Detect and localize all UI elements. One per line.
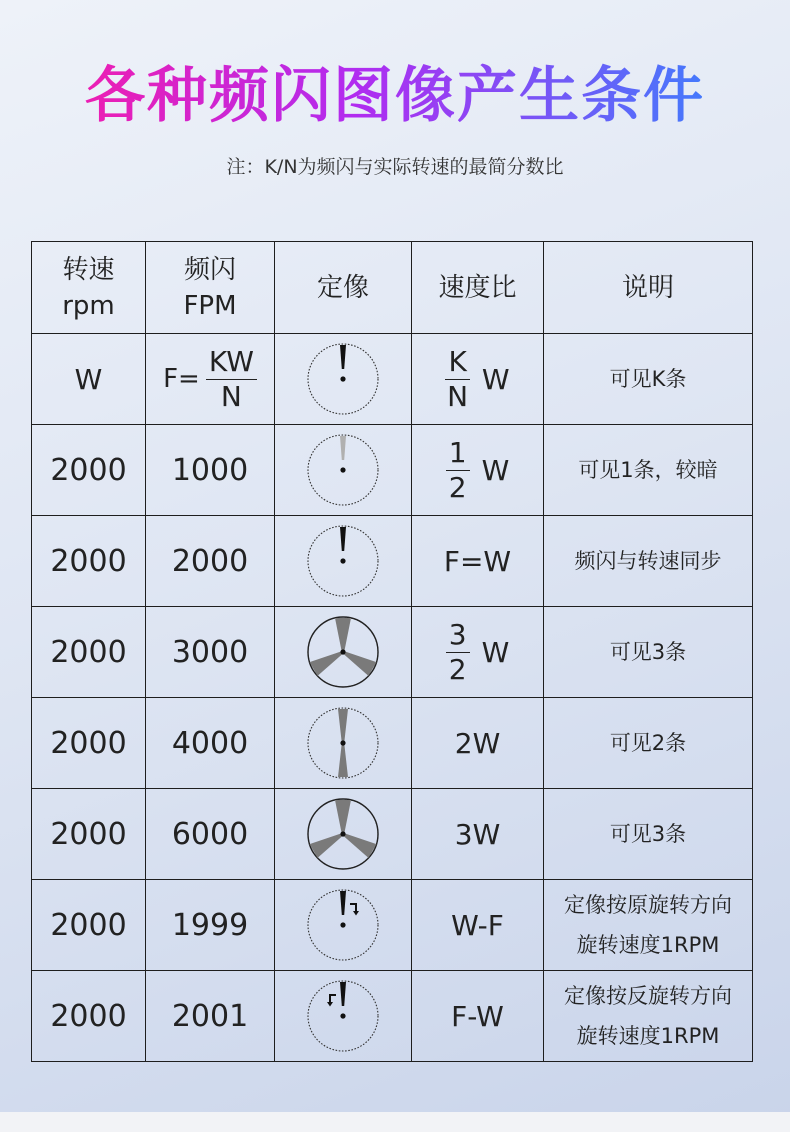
image-cell — [275, 971, 412, 1062]
desc-line: 可见1条，较暗 — [578, 458, 718, 482]
needle-mark — [340, 527, 346, 551]
needle-mark — [340, 891, 346, 915]
desc-cell — [544, 607, 753, 698]
needle-mark — [340, 345, 346, 369]
fpm-cell: 3000 — [146, 607, 275, 698]
ratio-cell: W-F — [412, 880, 544, 971]
table-row — [32, 516, 753, 607]
header-fpm-label: 频闪 — [183, 254, 236, 285]
header-rpm-label: 转速 — [62, 254, 115, 285]
desc-line: 定像按反旋转方向 — [564, 984, 732, 1008]
dial-icon — [305, 614, 381, 690]
rpm-cell: 2000 — [32, 516, 146, 607]
desc-cell — [544, 334, 753, 425]
image-cell — [275, 334, 412, 425]
needle-mark — [340, 436, 346, 460]
dial-icon — [305, 887, 381, 963]
fpm-cell: 1000 — [146, 425, 275, 516]
page-title: 各种频闪图像产生条件 — [0, 48, 790, 134]
dial-icon — [305, 432, 381, 508]
image-cell — [275, 425, 412, 516]
ratio-fraction — [445, 347, 469, 411]
fraction-denominator: N — [220, 379, 242, 413]
desc-line: 可见K条 — [609, 367, 687, 391]
desc-cell — [544, 971, 753, 1062]
ratio-cell — [412, 425, 544, 516]
dial-icon — [305, 523, 381, 599]
header-fpm — [146, 242, 275, 334]
desc-line: 定像按原旋转方向 — [564, 893, 732, 917]
fraction-denominator: 2 — [448, 470, 467, 504]
desc-line: 旋转速度1RPM — [576, 933, 720, 957]
header-desc: 说明 — [544, 242, 753, 334]
dial-center — [340, 740, 345, 745]
table-row — [32, 880, 753, 971]
image-cell — [275, 607, 412, 698]
ratio-cell — [412, 334, 544, 425]
fraction-numerator: 1 — [446, 438, 470, 470]
footnote: 注：K/N为频闪与实际转速的最简分数比 — [226, 156, 564, 178]
table-header-row — [32, 242, 753, 334]
header-rpm-unit: rpm — [62, 290, 115, 321]
dial-center — [340, 649, 345, 654]
ratio-fraction — [446, 438, 470, 502]
rpm-cell: 2000 — [32, 789, 146, 880]
ratio-cell: 3W — [412, 789, 544, 880]
ratio-formula — [446, 620, 510, 684]
table-row — [32, 971, 753, 1062]
blade-mark — [338, 709, 348, 743]
ratio-cell: F-W — [412, 971, 544, 1062]
fraction-numerator: KW — [206, 347, 257, 379]
table-row — [32, 425, 753, 516]
desc-line: 可见3条 — [609, 640, 687, 664]
rpm-cell: 2000 — [32, 971, 146, 1062]
rotation-arrow — [330, 995, 336, 1003]
arrow-head — [353, 911, 359, 916]
desc-line: 频闪与转速同步 — [574, 549, 722, 573]
fpm-prefix: F= — [163, 364, 200, 394]
ratio-cell: F=W — [412, 516, 544, 607]
ratio-suffix: W — [481, 453, 510, 487]
rotation-arrow — [350, 904, 356, 912]
rpm-cell: 2000 — [32, 880, 146, 971]
table-row — [32, 698, 753, 789]
dial-center — [340, 558, 345, 563]
fpm-formula — [163, 347, 257, 411]
image-cell — [275, 516, 412, 607]
dial-center — [340, 467, 345, 472]
ratio-formula — [446, 438, 510, 502]
dial-icon — [305, 796, 381, 872]
fpm-cell: 2001 — [146, 971, 275, 1062]
header-fpm-unit: FPM — [183, 290, 237, 321]
fraction-numerator: 3 — [446, 620, 470, 652]
ratio-formula — [445, 347, 509, 411]
desc-cell — [544, 698, 753, 789]
desc-line: 旋转速度1RPM — [576, 1024, 720, 1048]
fpm-cell — [146, 334, 275, 425]
arrow-head — [327, 1002, 333, 1007]
dial-icon — [305, 978, 381, 1054]
dial-center — [340, 922, 345, 927]
fraction-numerator: K — [445, 347, 469, 379]
desc-line: 可见3条 — [609, 822, 687, 846]
ratio-cell: 2W — [412, 698, 544, 789]
table-row — [32, 607, 753, 698]
dial-center — [340, 1013, 345, 1018]
table-row — [32, 334, 753, 425]
desc-line: 可见2条 — [609, 731, 687, 755]
fraction-denominator: N — [447, 379, 469, 413]
stroboscope-conditions-table — [31, 241, 753, 1062]
image-cell — [275, 789, 412, 880]
dial-center — [340, 831, 345, 836]
fpm-fraction — [206, 347, 257, 411]
blade-mark — [335, 800, 351, 834]
bottom-strip — [0, 1112, 790, 1132]
table-row — [32, 789, 753, 880]
fraction-denominator: 2 — [448, 652, 467, 686]
blade-mark — [338, 743, 348, 777]
dial-icon — [305, 341, 381, 417]
fpm-cell: 1999 — [146, 880, 275, 971]
desc-cell — [544, 516, 753, 607]
image-cell — [275, 698, 412, 789]
fpm-cell: 6000 — [146, 789, 275, 880]
dial-center — [340, 376, 345, 381]
rpm-cell: 2000 — [32, 698, 146, 789]
ratio-suffix: W — [481, 362, 510, 396]
desc-cell — [544, 880, 753, 971]
header-ratio: 速度比 — [412, 242, 544, 334]
needle-mark — [340, 982, 346, 1006]
fpm-cell: 4000 — [146, 698, 275, 789]
ratio-suffix: W — [481, 635, 510, 669]
desc-cell — [544, 789, 753, 880]
ratio-cell — [412, 607, 544, 698]
rpm-cell: 2000 — [32, 425, 146, 516]
header-rpm — [32, 242, 146, 334]
rpm-cell: W — [32, 334, 146, 425]
desc-cell — [544, 425, 753, 516]
fpm-cell: 2000 — [146, 516, 275, 607]
header-image: 定像 — [275, 242, 412, 334]
image-cell — [275, 880, 412, 971]
blade-mark — [335, 618, 351, 652]
dial-icon — [305, 705, 381, 781]
ratio-fraction — [446, 620, 470, 684]
rpm-cell: 2000 — [32, 607, 146, 698]
